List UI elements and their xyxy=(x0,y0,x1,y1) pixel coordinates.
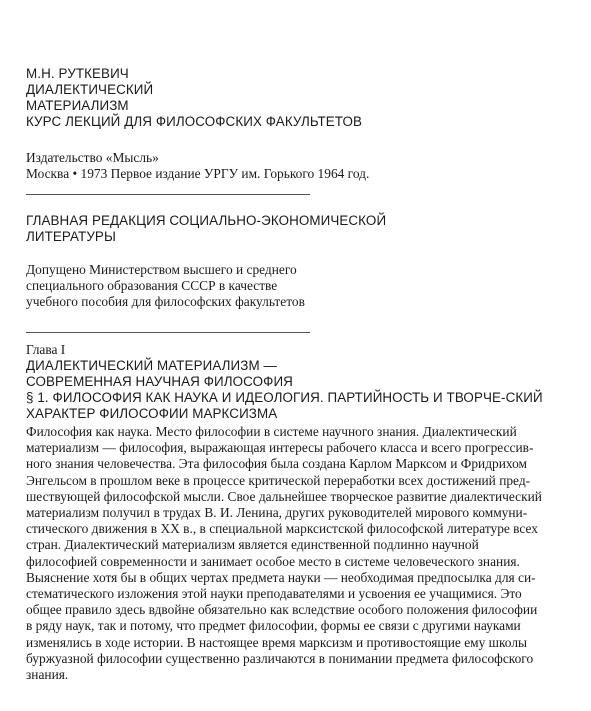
publisher-block xyxy=(26,150,571,182)
editorial-line-2: ЛИТЕРАТУРЫ xyxy=(26,229,116,244)
body-line: материализм получил в трудах В. И. Ленина, других руководителей мирового коммуни- xyxy=(26,505,528,521)
chapter-title-line-2: СОВРЕМЕННАЯ НАУЧНАЯ ФИЛОСОФИЯ xyxy=(26,374,293,389)
approval-line-3: учебного пособия для философских факультетов xyxy=(26,294,305,309)
body-line: буржуазной философии существенно различаются в понимании предмета философского xyxy=(26,650,534,666)
divider-1 xyxy=(26,194,310,195)
title-block xyxy=(26,66,571,130)
chapter-title-line-1: ДИАЛЕКТИЧЕСКИЙ МАТЕРИАЛИЗМ — xyxy=(26,358,278,373)
section-heading-line-2: ХАРАКТЕР ФИЛОСОФИИ МАРКСИЗМА xyxy=(26,406,278,421)
body-paragraph xyxy=(26,424,571,683)
body-line: изменялись в ходе истории. В настоящее время марксизм и противостоящие ему школы xyxy=(26,634,527,650)
body-line: стического движения в XX в., в специальной марксистской философской литературе всех xyxy=(26,521,538,537)
editorial-line-1: ГЛАВНАЯ РЕДАКЦИЯ СОЦИАЛЬНО-ЭКОНОМИЧЕСКОЙ xyxy=(26,213,387,228)
divider-2 xyxy=(26,332,310,333)
editorial-block xyxy=(26,213,571,245)
section-heading-line-1: § 1. ФИЛОСОФИЯ КАК НАУКА И ИДЕОЛОГИЯ. ПАРТИЙНОСТЬ И ТВОРЧЕ-СКИЙ xyxy=(26,390,543,405)
body-line: общее правило здесь вдвойне обязательно как вследствие особого положения философии xyxy=(26,602,538,618)
approval-block xyxy=(26,262,571,310)
body-line: в ряду наук, так и потому, что предмет философии, формы ее связи с другими науками xyxy=(26,618,521,634)
book-title-line-2: МАТЕРИАЛИЗМ xyxy=(26,98,129,113)
edition-info: Москва • 1973 Первое издание УРГУ им. Горького 1964 год. xyxy=(26,166,370,181)
body-line: ного знания человечества. Эта философия была создана Карлом Марксом и Фридрихом xyxy=(26,456,527,472)
chapter-label: Глава I xyxy=(26,342,66,357)
body-line: стематического изложения этой науки преподавателями и усвоения ее учащимися. Это xyxy=(26,586,522,602)
approval-line-2: специального образования СССР в качестве xyxy=(26,278,278,293)
book-subtitle: КУРС ЛЕКЦИЙ ДЛЯ ФИЛОСОФСКИХ ФАКУЛЬТЕТОВ xyxy=(26,114,362,129)
body-line: стран. Диалектический материализм является единственной подлинно научной xyxy=(26,537,479,553)
body-line: Выяснение хотя бы в общих чертах предмета науки — необходимая предпосылка для си- xyxy=(26,569,536,585)
body-line: Философия как наука. Место философии в системе научного знания. Диалектический xyxy=(26,424,517,439)
author-name: М.Н. РУТКЕВИЧ xyxy=(26,66,129,81)
body-line: знания. xyxy=(26,667,69,683)
body-line: философией современности и занимает особое место в системе человеческого знания. xyxy=(26,553,520,569)
chapter-block xyxy=(26,342,571,422)
book-title-line-1: ДИАЛЕКТИЧЕСКИЙ xyxy=(26,82,154,97)
body-line: материализм — философия, выражающая интересы рабочего класса и всего прогрессив- xyxy=(26,440,534,456)
publisher-name: Издательство «Мысль» xyxy=(26,150,159,165)
body-line: шествующей философской мысли. Свое дальнейшее творческое развитие диалектический xyxy=(26,488,542,504)
body-line: Энгельсом в прошлом веке в процессе критической переработки всех достижений пред- xyxy=(26,472,531,488)
approval-line-1: Допущено Министерством высшего и среднего xyxy=(26,262,297,277)
